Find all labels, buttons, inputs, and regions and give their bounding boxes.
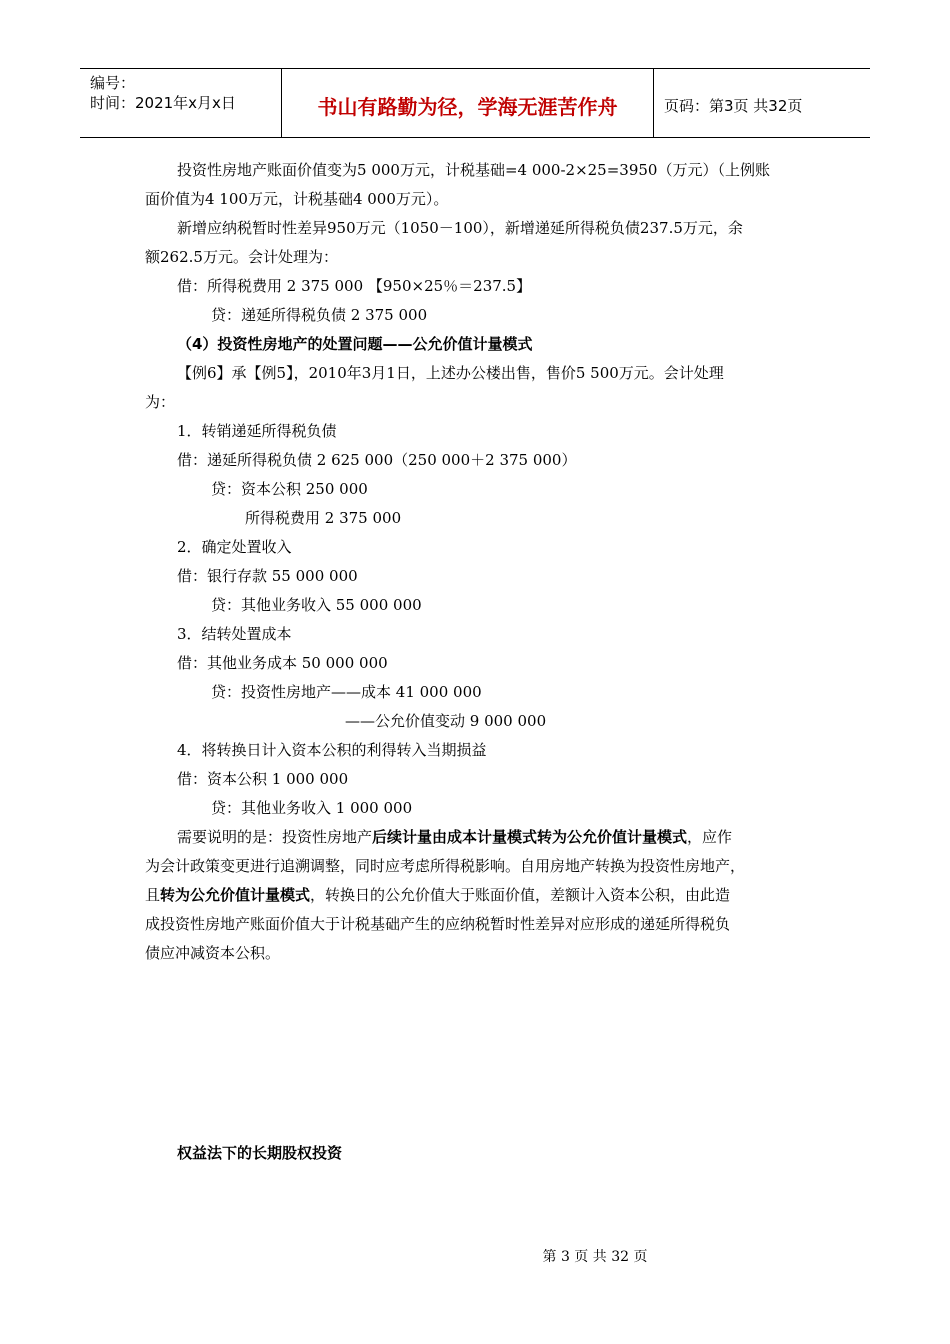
journal-debit: 借：资本公积 1 000 000 — [177, 770, 349, 788]
journal-debit: 借：银行存款 55 000 000 — [177, 567, 358, 585]
step-title: 4．将转换日计入资本公积的利得转入当期损益 — [177, 741, 487, 759]
journal-credit: 所得税费用 2 375 000 — [245, 509, 402, 527]
text-line: 新增应纳税暂时性差异950万元（1050－100），新增递延所得税负债237.5万元，余 — [177, 219, 743, 237]
note-line: 债应冲减资本公积。 — [145, 944, 281, 962]
journal-credit: 贷：其他业务收入 1 000 000 — [211, 799, 413, 817]
page-header — [80, 68, 870, 138]
note-text: ，应作 — [687, 828, 733, 846]
text-line: 为： — [145, 393, 176, 411]
number-label: 编号： — [90, 74, 136, 92]
journal-credit: 贷：投资性房地产——成本 41 000 000 — [211, 683, 482, 701]
note-text: 需要说明的是：投资性房地产 — [177, 828, 373, 846]
journal-debit: 借：其他业务成本 50 000 000 — [177, 654, 388, 672]
document-body — [145, 156, 810, 968]
note-line: 成投资性房地产账面价值大于计税基础产生的应纳税暂时性差异对应形成的递延所得税负 — [145, 915, 731, 933]
journal-credit: ——公允价值变动 9 000 000 — [345, 712, 547, 730]
step-title: 3．结转处置成本 — [177, 625, 292, 643]
note-line — [145, 881, 810, 910]
step-title: 1．转销递延所得税负债 — [177, 422, 337, 440]
header-page-number: 页码：第3页 共32页 — [664, 96, 803, 115]
journal-debit: 借：所得税费用 2 375 000 【950×25％＝237.5】 — [177, 277, 532, 295]
step-title: 2．确定处置收入 — [177, 538, 292, 556]
note-text: ，转换日的公允价值大于账面价值，差额计入资本公积，由此造 — [310, 886, 731, 904]
text-line: 【例6】承【例5】，2010年3月1日，上述办公楼出售，售价5 500万元。会计处理 — [177, 364, 724, 382]
note-emphasis: 后续计量由成本计量模式转为公允价值计量模式 — [372, 828, 688, 846]
header-motto: 书山有路勤为径，学海无涯苦作舟 — [282, 69, 654, 137]
note-emphasis: 转为公允价值计量模式 — [160, 886, 311, 904]
journal-credit: 贷：资本公积 250 000 — [211, 480, 368, 498]
time-label: 时间：2021年x月x日 — [90, 94, 236, 112]
page-footer: 第 3 页 共 32 页 — [542, 1249, 648, 1265]
journal-credit: 贷：其他业务收入 55 000 000 — [211, 596, 422, 614]
note-line — [145, 823, 810, 852]
journal-credit: 贷：递延所得税负债 2 375 000 — [211, 306, 428, 324]
text-line: 面价值为4 100万元，计税基础4 000万元）。 — [145, 190, 449, 208]
section-title: 权益法下的长期股权投资 — [177, 1144, 343, 1162]
text-line: 投资性房地产账面价值变为5 000万元，计税基础=4 000-2×25=3950（万元）（上例账 — [177, 161, 770, 179]
note-line: 为会计政策变更进行追溯调整，同时应考虑所得税影响。自用房地产转换为投资性房地产， — [145, 857, 746, 875]
journal-debit: 借：递延所得税负债 2 625 000（250 000＋2 375 000） — [177, 451, 577, 469]
note-text: 且 — [145, 886, 161, 904]
subsection-heading: （4）投资性房地产的处置问题——公允价值计量模式 — [177, 335, 533, 353]
text-line: 额262.5万元。会计处理为： — [145, 248, 338, 266]
header-meta — [80, 69, 282, 137]
